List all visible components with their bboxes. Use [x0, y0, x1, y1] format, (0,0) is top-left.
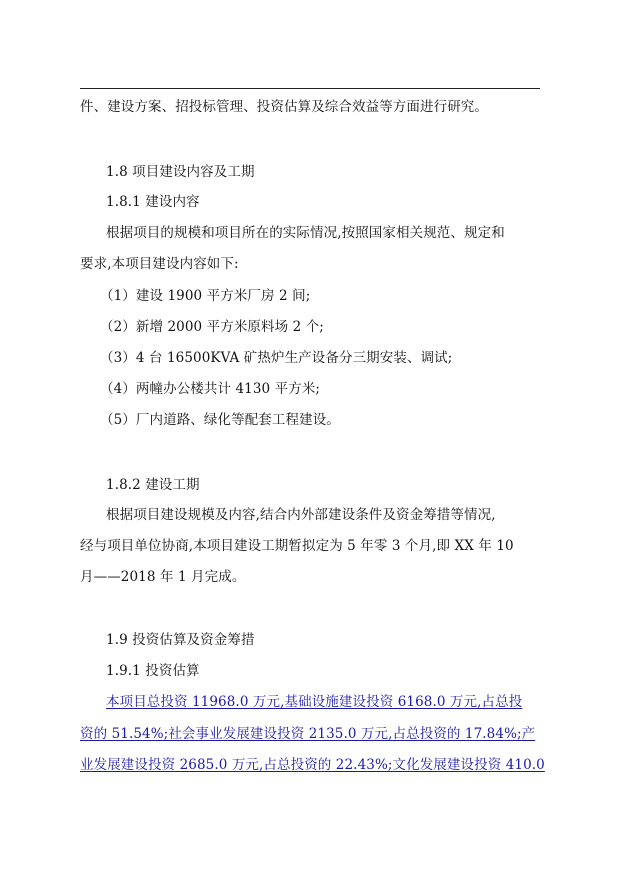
heading-1-8: 1.8 项目建设内容及工期 — [106, 164, 255, 180]
list-item: （4）两幢办公楼共计 4130 平方米; — [100, 381, 321, 397]
paragraph-line: 根据项目的规模和项目所在的实际情况,按照国家相关规范、规定和 — [106, 225, 505, 241]
paragraph-line: 月——2018 年 1 月完成。 — [80, 569, 246, 585]
list-item: （2）新增 2000 平方米原料场 2 个; — [100, 319, 324, 335]
heading-1-8-2: 1.8.2 建设工期 — [106, 477, 200, 493]
list-item: （1）建设 1900 平方米厂房 2 间; — [100, 288, 311, 304]
paragraph-line: 根据项目建设规模及内容,结合内外部建设条件及资金筹措等情况, — [106, 507, 496, 523]
investment-link-line[interactable]: 资的 51.54%;社会事业发展建设投资 2135.0 万元,占总投资的 17.84%;产 — [80, 726, 536, 742]
heading-1-8-1: 1.8.1 建设内容 — [106, 194, 200, 210]
header-rule — [80, 88, 540, 89]
investment-link-line[interactable]: 业发展建设投资 2685.0 万元,占总投资的 22.43%;文化发展建设投资 410.0 — [80, 757, 545, 773]
list-item: （5）厂内道路、绿化等配套工程建设。 — [100, 412, 340, 428]
heading-1-9-1: 1.9.1 投资估算 — [106, 663, 200, 679]
heading-1-9: 1.9 投资估算及资金筹措 — [106, 632, 255, 648]
paragraph-line: 经与项目单位协商,本项目建设工期暂拟定为 5 年零 3 个月,即 XX 年 10 — [80, 538, 514, 554]
list-item: （3）4 台 16500KVA 矿热炉生产设备分三期安装、调试; — [100, 350, 453, 366]
investment-link-line[interactable]: 本项目总投资 11968.0 万元,基础设施建设投资 6168.0 万元,占总投 — [106, 694, 523, 710]
paragraph-line: 要求,本项目建设内容如下: — [80, 256, 239, 272]
text-line-continuation: 件、建设方案、招投标管理、投资估算及综合效益等方面进行研究。 — [80, 99, 488, 115]
